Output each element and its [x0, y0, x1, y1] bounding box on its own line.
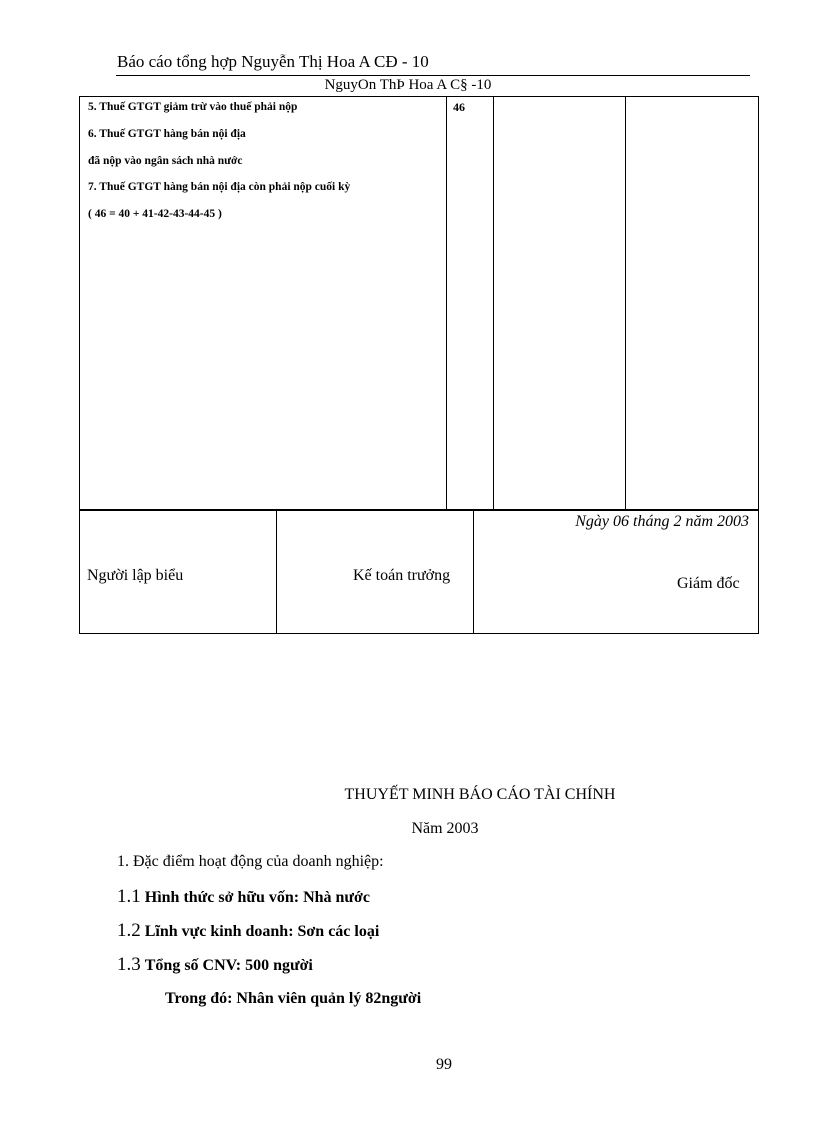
header-rule [116, 75, 750, 76]
table-divider-3 [625, 96, 626, 510]
preparer-label: Người lập biểu [87, 567, 184, 584]
subitem-1-2-number: 1.2 [117, 920, 141, 941]
table-item-5: 5. Thuế GTGT giảm trừ vào thuế phải nộp [88, 101, 298, 113]
subitem-detail: Trong đó: Nhân viên quản lý 82người [165, 990, 422, 1007]
signature-date: Ngày 06 tháng 2 năm 2003 [575, 513, 749, 530]
table-item-6-cont: đã nộp vào ngân sách nhà nước [88, 155, 243, 167]
section-heading: 1. Đặc điểm hoạt động của doanh nghiệp: [117, 853, 384, 870]
table-divider-2 [493, 96, 494, 510]
header-title: Báo cáo tổng hợp Nguyễn Thị Hoa A CĐ - 10 [117, 52, 429, 71]
header-subtitle: NguyOn ThÞ Hoa A C§ -10 [324, 77, 492, 93]
section-year: Năm 2003 [411, 820, 479, 837]
table-code: 46 [453, 100, 465, 114]
subitem-1-3 [117, 954, 313, 976]
table-item-7: 7. Thuế GTGT hàng bán nội địa còn phải nộp cuối kỳ [88, 181, 351, 193]
director-label: Giám đốc [677, 575, 740, 592]
subitem-1-1-text: Hình thức sở hữu vốn: Nhà nước [144, 889, 370, 906]
signature-divider-2 [473, 509, 474, 633]
subitem-1-3-text: Tổng số CNV: 500 người [144, 957, 313, 974]
table-item-formula: ( 46 = 40 + 41-42-43-44-45 ) [88, 208, 222, 220]
subitem-1-1 [117, 886, 370, 908]
subitem-1-2 [117, 920, 379, 942]
page-number: 99 [436, 1056, 452, 1073]
subitem-1-2-text: Lĩnh vực kinh doanh: Sơn các loại [144, 923, 380, 940]
section-title: THUYẾT MINH BÁO CÁO TÀI CHÍNH [344, 786, 616, 803]
subitem-1-3-number: 1.3 [117, 954, 141, 975]
table-item-6: 6. Thuế GTGT hàng bán nội địa [88, 128, 246, 140]
table-divider-1 [446, 96, 447, 510]
accountant-label: Kế toán trưởng [353, 567, 451, 584]
subitem-1-1-number: 1.1 [117, 886, 141, 907]
signature-divider-1 [276, 509, 277, 633]
